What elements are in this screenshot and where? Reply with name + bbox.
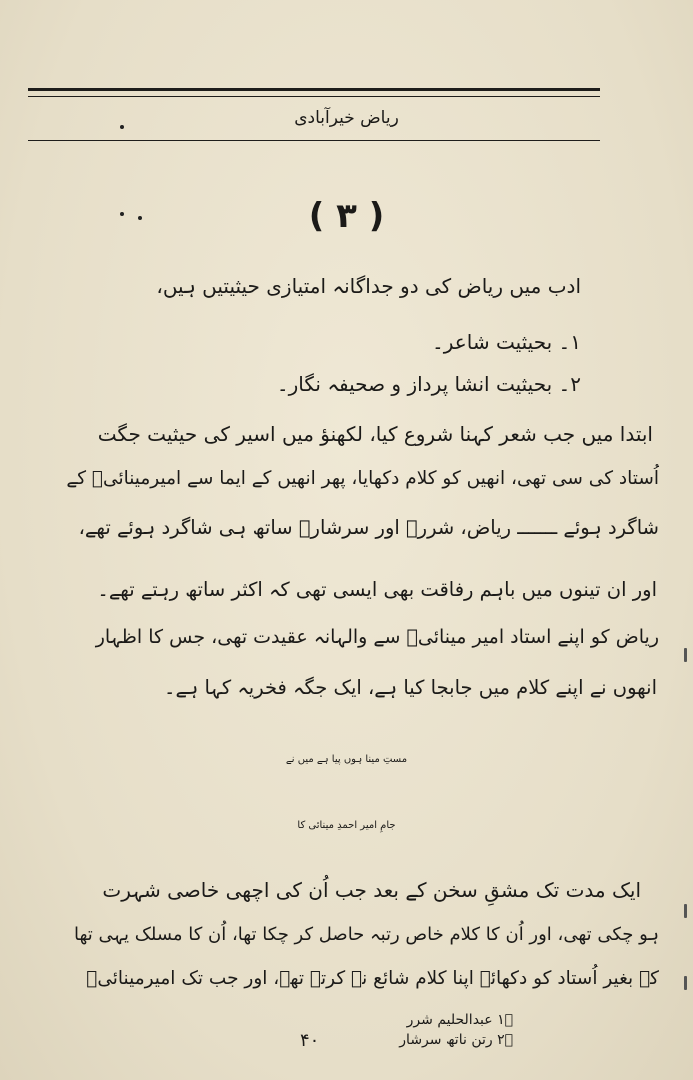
text-line-5: اُستاد کی سی تھی، انھیں کو کلام دکھایا، پھر انھیں کے ایما سے امیرمینائیؒ کے (66, 468, 659, 489)
text-line-1: ادب میں ریاض کی دو جداگانہ امتیازی حیثیتیں ہیں، (156, 274, 581, 298)
text-line-11: ہو چکی تھی، اور اُن کا کلام خاص رتبہ حاصل کر چکا تھا، اُن کا مسلک یہی تھا (73, 924, 659, 945)
couplet-line-1: مستِ مینا ہوں پیا ہے میں نے (285, 754, 408, 765)
edge-mark (684, 904, 687, 918)
text-line-10: ایک مدت تک مشقِ سخن کے بعد جب اُن کی اچھی خاصی شہرت (102, 878, 641, 902)
edge-mark (684, 648, 687, 662)
header-rule-thin (28, 96, 600, 97)
header-rule-thick (28, 88, 600, 91)
text-line-6: شاگرد ہوئے ـــــــ ریاض، شررؔ اور سرشارؔ ساتھ ہی شاگرد ہوئے تھے، (78, 516, 659, 539)
text-line-12: کہ بغیر اُستاد کو دکھائے اپنا کلام شائع نہ کرتے تھے، اور جب تک امیرمینائیؒ (86, 968, 659, 989)
footnote-2: ۲ؔ رتن ناتھ سرشار (399, 1032, 513, 1048)
text-line-4: ابتدا میں جب شعر کہنا شروع کیا، لکھنؤ میں اسیر کی حیثیت جگت (97, 422, 653, 446)
list-item-poet: ۱۔ بحیثیت شاعر۔ (432, 330, 581, 354)
list-item-prose-writer: ۲۔ بحیثیت انشا پرداز و صحیفہ نگار۔ (276, 372, 581, 396)
page-number: ۴۰ (300, 1030, 320, 1051)
footnote-1: ۱ؔ عبدالحلیم شرر (406, 1012, 513, 1028)
couplet-line-2: جامِ امیر احمدِ مینائی کا (297, 820, 396, 831)
text-line-9: انھوں نے اپنے کلام میں جابجا کیا ہے، ایک جگہ فخریہ کہا ہے۔ (164, 676, 657, 699)
text-line-7: اور ان تینوں میں باہم رفاقت بھی ایسی تھی کہ اکثر ساتھ رہتے تھے۔ (97, 578, 657, 601)
ink-dot (120, 125, 124, 129)
edge-mark (684, 976, 687, 990)
header-rule-bottom (28, 140, 600, 141)
text-line-8: ریاض کو اپنے استاد امیر مینائیؒ سے والہانہ عقیدت تھی، جس کا اظہار (95, 626, 659, 648)
chapter-number: ( ۳ ) (308, 196, 385, 236)
running-head: ریاض خیرآبادی (294, 108, 399, 128)
footnotes (399, 1010, 513, 1050)
